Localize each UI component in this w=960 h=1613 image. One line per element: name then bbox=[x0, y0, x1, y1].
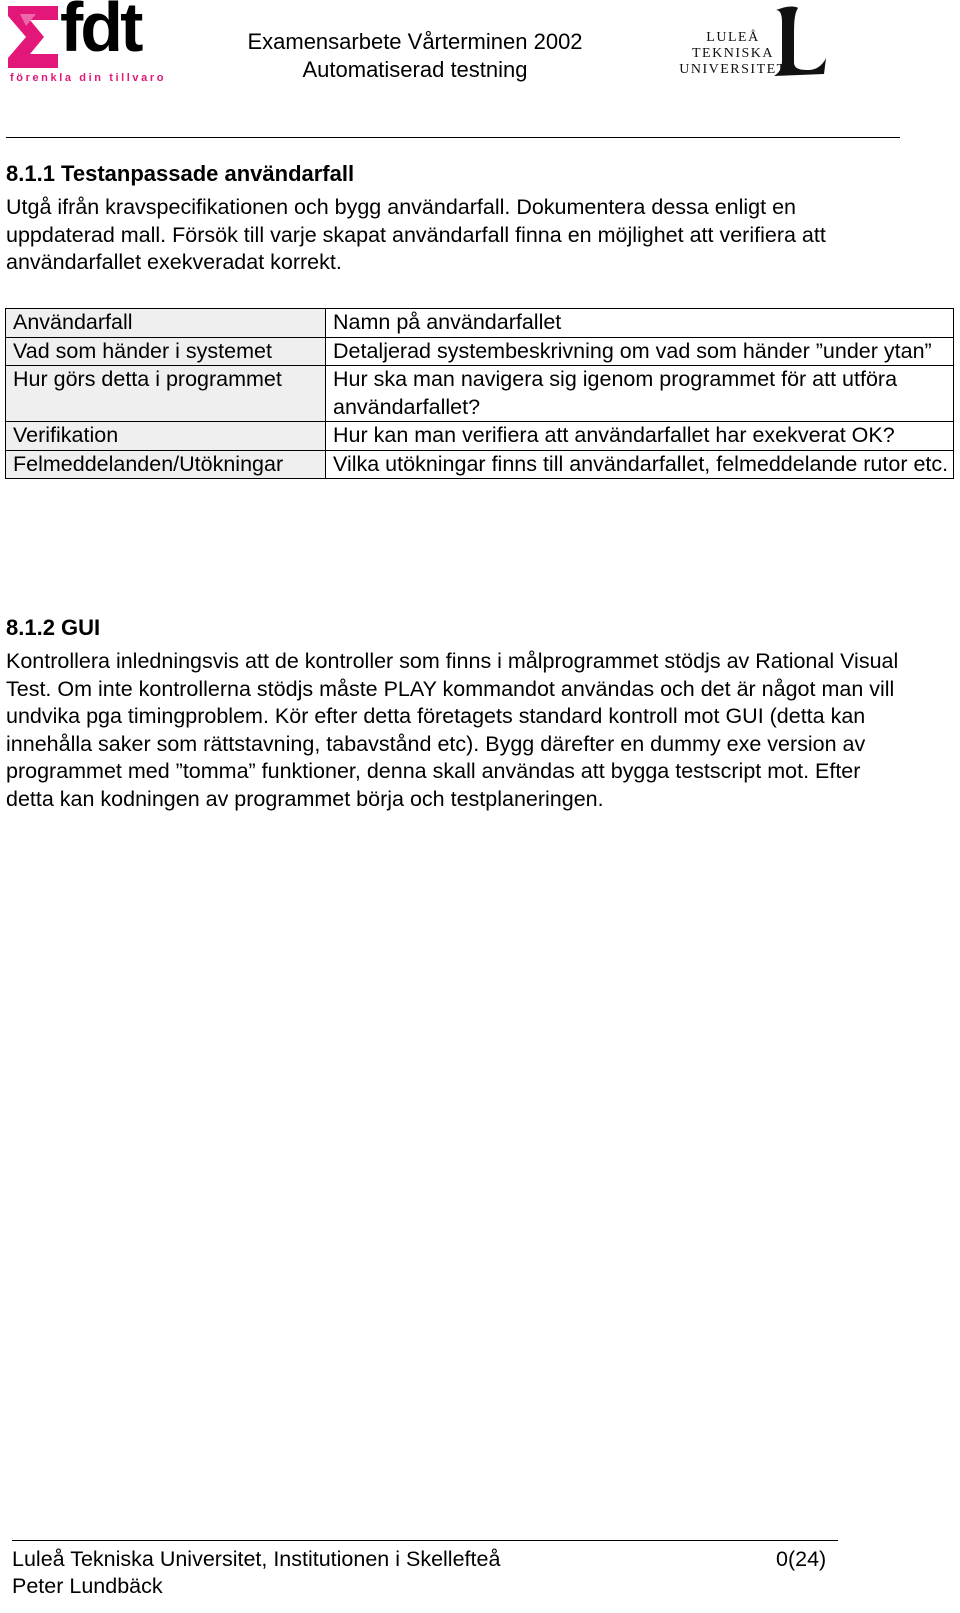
table-value-cell: Detaljerad systembeskrivning om vad som händer ”under ytan” bbox=[326, 337, 954, 366]
table-value-cell: Vilka utökningar finns till användarfallet, felmeddelande rutor etc. bbox=[326, 450, 954, 479]
footer-divider bbox=[12, 1540, 838, 1541]
table-row bbox=[6, 422, 954, 451]
university-name bbox=[678, 30, 788, 78]
section-heading: 8.1.2 GUI bbox=[6, 615, 101, 640]
university-line2: TEKNISKA bbox=[692, 46, 774, 61]
header-divider bbox=[6, 137, 900, 138]
table-value-cell: Hur kan man verifiera att användarfallet har exekverat OK? bbox=[326, 422, 954, 451]
use-case-template-table bbox=[5, 308, 954, 479]
table-row bbox=[6, 309, 954, 338]
university-line3: UNIVERSITET bbox=[679, 62, 787, 77]
footer-institution: Luleå Tekniska Universitet, Institutionen i Skellefteå bbox=[12, 1547, 501, 1571]
fdt-sigma-icon bbox=[6, 4, 60, 70]
university-line1: LULEÅ bbox=[706, 30, 760, 45]
section-paragraph: Kontrollera inledningsvis att de kontroller som finns i målprogrammet stödjs av Rational Visual Test. Om inte kontrollerna stödjs måste PLAY kommandot användas och det är något man vill undvika pga timingproblem. Kör efter detta företagets standard kontroll mot GUI (detta kan innehålla saker som rättstavning, tabavstånd etc). Bygg därefter en dummy exe version av programmet med ”tomma” funktioner, denna skall användas att bygga testscript mot. Efter detta kan kodningen av programmet börja och testplaneringen. bbox=[6, 649, 899, 811]
university-logo bbox=[678, 4, 838, 84]
header-title-line1: Examensarbete Vårterminen 2002 bbox=[247, 29, 583, 54]
table-row bbox=[6, 366, 954, 422]
header-title-line2: Automatiserad testning bbox=[302, 57, 528, 82]
footer-author: Peter Lundbäck bbox=[12, 1574, 163, 1598]
section-heading: 8.1.1 Testanpassade användarfall bbox=[6, 161, 355, 186]
table-key-cell: Vad som händer i systemet bbox=[6, 337, 326, 366]
header-title bbox=[230, 28, 600, 84]
table-row bbox=[6, 337, 954, 366]
page-number: 0(24) bbox=[776, 1547, 827, 1571]
table-row bbox=[6, 450, 954, 479]
fdt-logo bbox=[6, 0, 176, 86]
section-paragraph: Utgå ifrån kravspecifikationen och bygg användarfall. Dokumentera dessa enligt en uppdaterad mall. Försök till varje skapat användarfall finna en möjlighet att verifiera att användarfallet exekveradat korrekt. bbox=[6, 195, 826, 274]
table-key-cell: Felmeddelanden/Utökningar bbox=[6, 450, 326, 479]
fdt-wordmark: fdt bbox=[60, 0, 141, 66]
section-gui bbox=[6, 614, 956, 813]
page-footer bbox=[0, 1540, 960, 1613]
page-header bbox=[0, 0, 960, 140]
table-value-cell: Hur ska man navigera sig igenom programmet för att utföra användarfallet? bbox=[326, 366, 954, 422]
table-key-cell: Hur görs detta i programmet bbox=[6, 366, 326, 422]
table-value-cell: Namn på användarfallet bbox=[326, 309, 954, 338]
section-use-cases bbox=[6, 160, 956, 277]
table-key-cell: Användarfall bbox=[6, 309, 326, 338]
table-key-cell: Verifikation bbox=[6, 422, 326, 451]
fdt-tagline: förenkla din tillvaro bbox=[10, 72, 167, 84]
